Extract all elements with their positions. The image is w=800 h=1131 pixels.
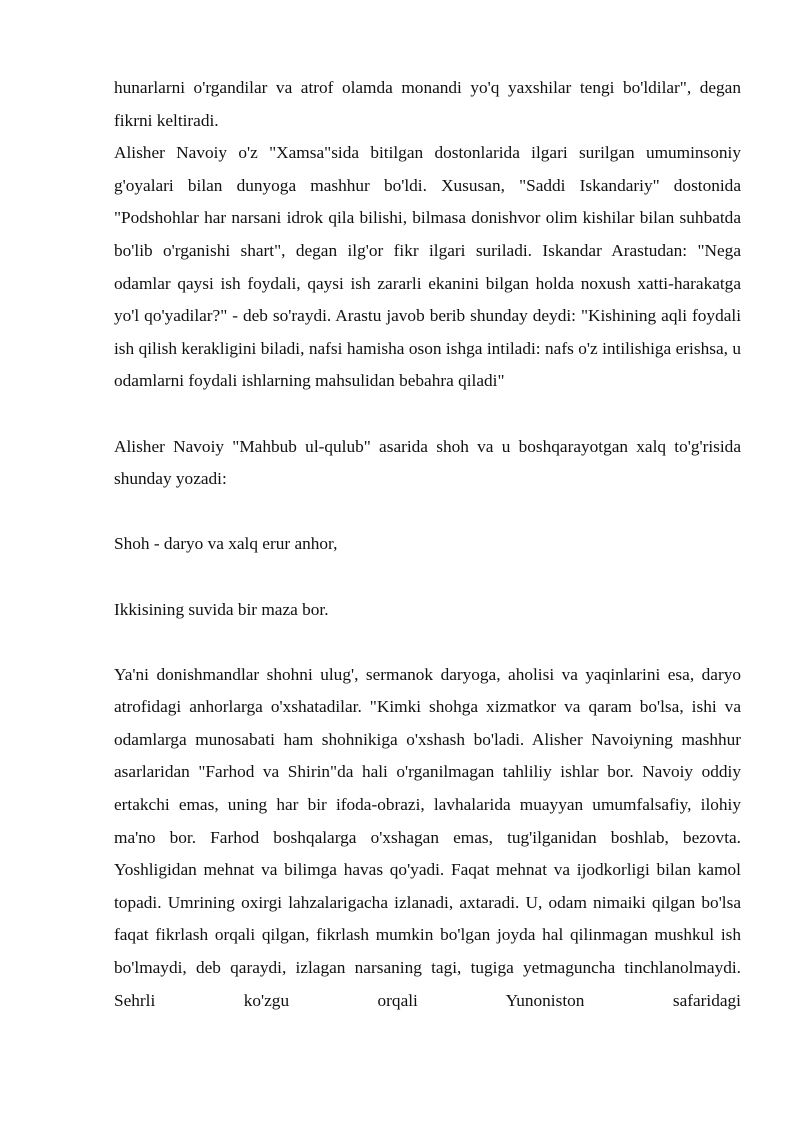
paragraph-2: Alisher Navoiy o'z "Xamsa"sida bitilgan dostonlarida ilgari surilgan umuminsoniy g'oyalari bilan dunyoga mashhur bo'ldi. Xususan, "Saddi Iskandariy" dostonida "Podshohlar har narsani idrok qila bilishi, bilmasa donishvor olim kishilar bilan suhbatda bo'lib o'rganishi shart", degan ilg'or fikr ilgari suriladi. Iskandar Arastudan: "Nega odamlar qaysi ish foydali, qaysi ish zararli ekanini bilgan holda noxush xatti-harakatga yo'l qo'yadilar?" - deb so'raydi. Arastu javob berib shunday deydi: "Kishining aqli foydali ish qilish kerakligini biladi, nafsi hamisha oson ishga intiladi: nafs o'z intilishiga erishsa, u odamlarni foydali ishlarning mahsulidan bebahra qiladi" — [114, 143, 741, 391]
paragraph-1: hunarlarni o'rgandilar va atrof olamda monandi yo'q yaxshilar tengi bo'ldilar", degan fikrni keltiradi. — [114, 78, 741, 130]
verse-line-2: Ikkisining suvida bir maza bor. — [114, 599, 329, 619]
document-page — [114, 72, 741, 1017]
paragraph-4: Ya'ni donishmandlar shohni ulug', sermanok daryoga, aholisi va yaqinlarini esa, daryo atrofidagi anhorlarga o'xshatadilar. "Kimki shohga xizmatkor va qaram bo'lsa, ishi va odamlarga munosabati ham shohnikiga o'xshash bo'ladi. Alisher Navoiyning mashhur asarlaridan "Farhod va Shirin"da hali o'rganilmagan tahliliy ishlar bor. Navoiy oddiy ertakchi emas, uning har bir ifoda-obrazi, lavhalarida muayyan umumfalsafiy, ilohiy ma'no bor. Farhod boshqalarga o'xshagan emas, tug'ilganidan boshlab, bezovta. Yoshligidan mehnat va bilimga havas qo'yadi. Faqat mehnat va ijodkorligi bilan kamol topadi. Umrining oxirgi lahzalarigacha izlanadi, axtaradi. U, odam nimaiki qilgan bo'lsa faqat fikrlash orqali qilgan, fikrlash mumkin bo'lgan joyda hal qilinmagan mushkul ish bo'lmaydi, deb qaraydi, izlagan narsaning tagi, tugiga yetmaguncha tinchlanolmaydi. Sehrli ko'zgu orqali Yunoniston safaridagi — [114, 664, 741, 1010]
verse-line-1: Shoh - daryo va xalq erur anhor, — [114, 534, 338, 554]
paragraph-3: Alisher Navoiy "Mahbub ul-qulub" asarida shoh va u boshqarayotgan xalq to'g'risida shunday yozadi: — [114, 436, 741, 489]
